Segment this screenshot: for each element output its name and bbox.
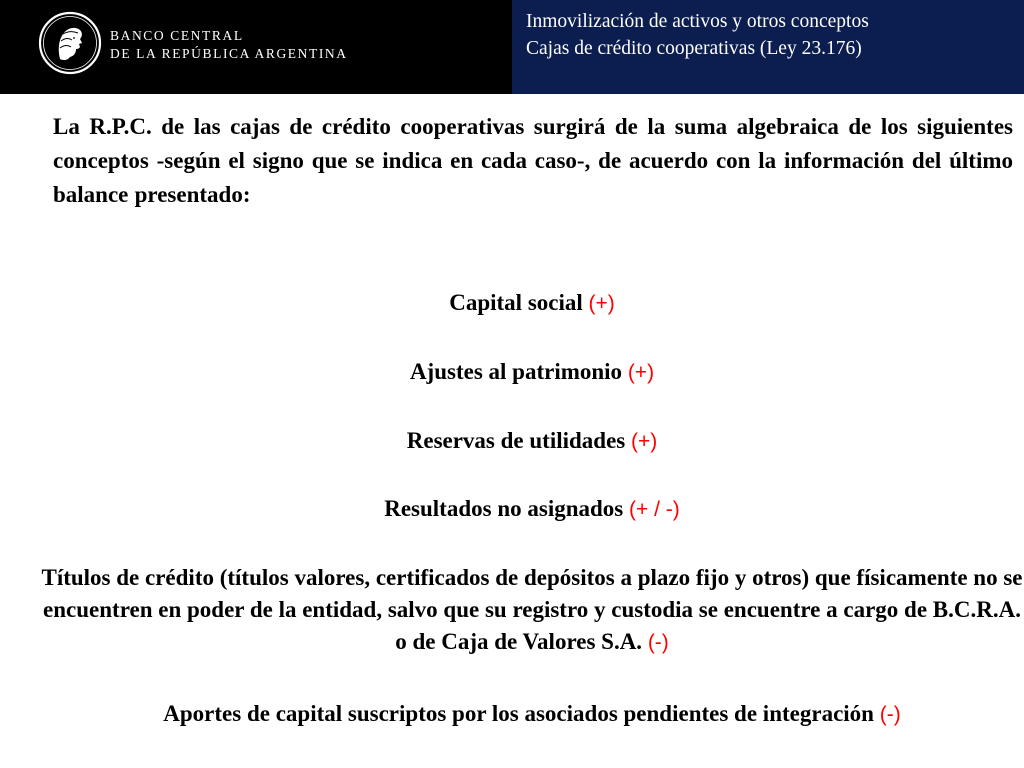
logo-line-2: DE LA REPÚBLICA ARGENTINA [110,46,348,61]
concept-sign: (+) [631,430,658,453]
intro-paragraph: La R.P.C. de las cajas de crédito cooperativas surgirá de la suma algebraica de los siguientes conceptos -según el signo que se indica en cada caso-, de acuerdo con la información del último balance presentado: [53,114,1013,207]
logo-line-1: BANCO CENTRAL [110,28,244,43]
header-logo-panel [0,0,512,94]
concept-sign: (+) [627,361,655,384]
concept-sign: (+ / -) [629,498,680,521]
slide-header [0,0,1024,94]
concept-item-resultados-no-asignados [40,493,1024,526]
slide-title-line-2: Cajas de crédito cooperativas (Ley 23.176) [526,38,862,59]
concept-sign: (+) [588,292,615,315]
concept-item-ajustes-patrimonio [40,356,1024,389]
bank-name-logo-text [110,27,348,63]
concept-sign: (-) [647,631,669,654]
concept-item-aportes-capital [40,698,1024,731]
slide-title-line-1: Inmovilización de activos y otros conceptos [526,11,869,32]
concept-sign: (-) [879,703,901,726]
concept-text: Capital social [449,290,583,315]
header-title-panel [512,0,1024,94]
bcra-medallion-logo [38,11,102,75]
slide-title [526,8,869,62]
concept-text: Resultados no asignados [384,496,624,521]
concept-item-capital-social [40,287,1024,320]
concept-item-reservas-utilidades [40,425,1024,458]
concept-text: Reservas de utilidades [406,428,626,453]
concept-text: Aportes de capital suscriptos por los asociados pendientes de integración [163,701,874,726]
concept-text: Títulos de crédito (títulos valores, certificados de depósitos a plazo fijo y otros) que físicamente no se encuentren en poder de la entidad, salvo que su registro y custodia se encuentre a cargo de B.C.R.A. o de Caja de Valores S.A. [41,565,1023,654]
concept-text: Ajustes al patrimonio [409,359,623,384]
concept-item-titulos-credito [40,562,1024,659]
